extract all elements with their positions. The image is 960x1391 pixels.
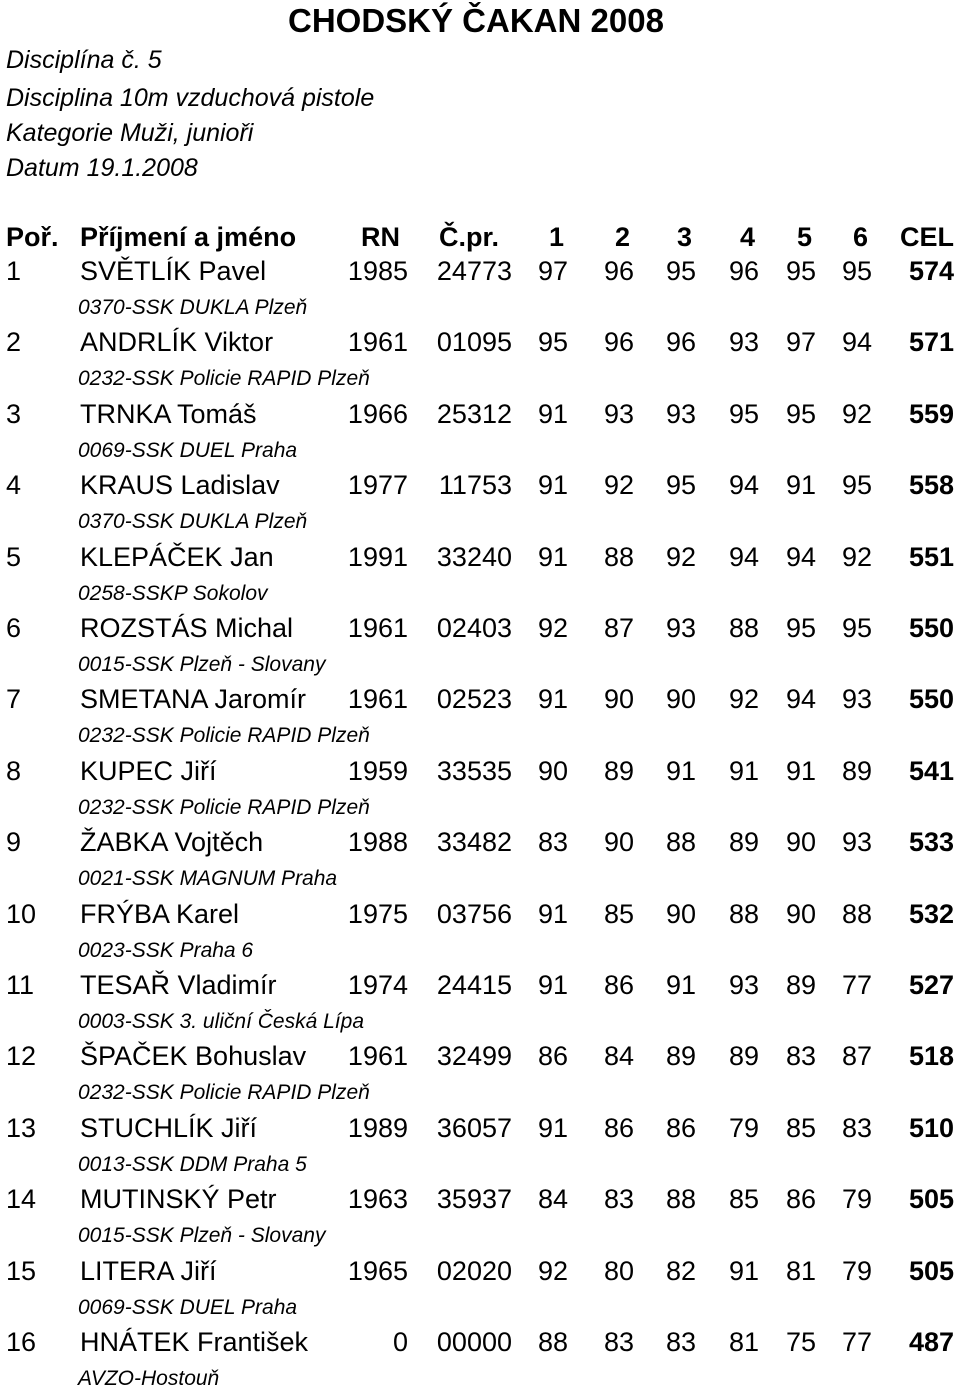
row-position: 6 <box>6 613 22 643</box>
row-total: 558 <box>908 470 954 500</box>
row-club: 0069-SSK DUEL Praha <box>78 439 298 462</box>
row-series-6: 77 <box>841 970 872 1000</box>
row-name: ROZSTÁS Michal <box>80 613 294 643</box>
row-total: 574 <box>908 256 954 286</box>
row-series-5: 90 <box>785 827 816 857</box>
row-total: 527 <box>908 970 954 1000</box>
row-series-4: 93 <box>728 327 759 357</box>
row-series-1: 92 <box>537 1256 568 1286</box>
row-license-no: 25312 <box>436 399 512 429</box>
row-series-6: 83 <box>841 1113 872 1143</box>
header-total: CEL <box>900 222 954 252</box>
row-series-4: 93 <box>728 970 759 1000</box>
row-series-3: 88 <box>665 827 696 857</box>
row-series-5: 95 <box>785 256 816 286</box>
row-position: 16 <box>6 1327 37 1357</box>
row-series-4: 81 <box>728 1327 759 1357</box>
row-series-5: 95 <box>785 399 816 429</box>
row-series-6: 79 <box>841 1256 872 1286</box>
row-birth-year: 1961 <box>347 684 408 714</box>
header-pos: Poř. <box>6 222 59 252</box>
row-series-5: 97 <box>785 327 816 357</box>
row-license-no: 35937 <box>436 1184 512 1214</box>
row-series-5: 86 <box>785 1184 816 1214</box>
row-license-no: 33482 <box>436 827 512 857</box>
row-series-1: 97 <box>537 256 568 286</box>
row-series-5: 83 <box>785 1041 816 1071</box>
row-name: SVĚTLÍK Pavel <box>80 256 267 286</box>
row-name: FRÝBA Karel <box>80 899 240 929</box>
row-series-3: 82 <box>665 1256 696 1286</box>
row-series-3: 93 <box>665 613 696 643</box>
row-series-3: 83 <box>665 1327 696 1357</box>
row-series-4: 88 <box>728 613 759 643</box>
row-name: SMETANA Jaromír <box>80 684 307 714</box>
row-series-6: 94 <box>841 327 872 357</box>
row-position: 14 <box>6 1184 37 1214</box>
row-series-4: 92 <box>728 684 759 714</box>
row-series-1: 90 <box>537 756 568 786</box>
row-series-3: 91 <box>665 756 696 786</box>
row-club: 0003-SSK 3. uliční Česká Lípa <box>78 1010 365 1033</box>
row-series-4: 89 <box>728 1041 759 1071</box>
row-club: 0258-SSKP Sokolov <box>78 582 268 605</box>
row-total: 559 <box>908 399 954 429</box>
row-position: 8 <box>6 756 22 786</box>
row-series-3: 95 <box>665 256 696 286</box>
row-club: 0370-SSK DUKLA Plzeň <box>78 296 308 319</box>
row-series-4: 94 <box>728 470 759 500</box>
row-position: 5 <box>6 542 22 572</box>
row-series-3: 96 <box>665 327 696 357</box>
row-birth-year: 1961 <box>347 1041 408 1071</box>
meta-discipline-no: Disciplína č. 5 <box>6 46 162 74</box>
row-series-6: 93 <box>841 684 872 714</box>
row-license-no: 24773 <box>436 256 512 286</box>
row-total: 510 <box>908 1113 954 1143</box>
row-position: 1 <box>6 256 22 286</box>
row-series-4: 94 <box>728 542 759 572</box>
row-birth-year: 1974 <box>347 970 408 1000</box>
row-license-no: 02523 <box>436 684 512 714</box>
row-club: 0015-SSK Plzeň - Slovany <box>78 653 326 676</box>
row-club: 0232-SSK Policie RAPID Plzeň <box>78 1081 370 1104</box>
row-series-3: 88 <box>665 1184 696 1214</box>
row-name: ŽABKA Vojtěch <box>80 827 264 857</box>
row-series-4: 95 <box>728 399 759 429</box>
row-club: 0370-SSK DUKLA Plzeň <box>78 510 308 533</box>
row-license-no: 01095 <box>436 327 512 357</box>
row-club: 0232-SSK Policie RAPID Plzeň <box>78 796 370 819</box>
row-series-2: 83 <box>603 1327 634 1357</box>
row-position: 13 <box>6 1113 37 1143</box>
row-birth-year: 0 <box>392 1327 408 1357</box>
row-series-3: 93 <box>665 399 696 429</box>
row-license-no: 02403 <box>436 613 512 643</box>
row-series-6: 95 <box>841 470 872 500</box>
header-series-1: 1 <box>548 222 564 252</box>
header-rn: RN <box>361 222 400 252</box>
row-birth-year: 1988 <box>347 827 408 857</box>
row-series-2: 93 <box>603 399 634 429</box>
row-series-6: 79 <box>841 1184 872 1214</box>
row-club: AVZO-Hostouň <box>78 1367 220 1390</box>
row-series-5: 81 <box>785 1256 816 1286</box>
row-birth-year: 1985 <box>347 256 408 286</box>
row-position: 3 <box>6 399 22 429</box>
row-name: TRNKA Tomáš <box>80 399 257 429</box>
row-club: 0232-SSK Policie RAPID Plzeň <box>78 724 370 747</box>
row-license-no: 02020 <box>436 1256 512 1286</box>
row-name: ANDRLÍK Viktor <box>80 327 274 357</box>
row-series-2: 89 <box>603 756 634 786</box>
row-name: TESAŘ Vladimír <box>80 970 277 1000</box>
row-total: 571 <box>908 327 954 357</box>
row-series-6: 93 <box>841 827 872 857</box>
row-series-2: 87 <box>603 613 634 643</box>
row-license-no: 11753 <box>438 470 512 500</box>
row-series-4: 96 <box>728 256 759 286</box>
row-license-no: 33535 <box>436 756 512 786</box>
row-series-2: 90 <box>603 684 634 714</box>
row-series-1: 91 <box>537 970 568 1000</box>
meta-discipline: Disciplina 10m vzduchová pistole <box>6 84 375 112</box>
row-series-3: 90 <box>665 899 696 929</box>
row-series-2: 83 <box>603 1184 634 1214</box>
row-series-3: 90 <box>665 684 696 714</box>
row-series-5: 75 <box>785 1327 816 1357</box>
row-birth-year: 1989 <box>347 1113 408 1143</box>
row-series-4: 79 <box>728 1113 759 1143</box>
meta-category: Kategorie Muži, junioři <box>6 119 254 147</box>
row-club: 0232-SSK Policie RAPID Plzeň <box>78 367 370 390</box>
row-total: 541 <box>908 756 954 786</box>
header-name: Příjmení a jméno <box>80 222 297 252</box>
row-name: KRAUS Ladislav <box>80 470 280 500</box>
row-series-6: 89 <box>841 756 872 786</box>
row-series-1: 91 <box>537 684 568 714</box>
row-name: LITERA Jiří <box>80 1256 217 1286</box>
row-series-1: 91 <box>537 899 568 929</box>
row-birth-year: 1965 <box>347 1256 408 1286</box>
row-series-6: 87 <box>841 1041 872 1071</box>
row-position: 12 <box>6 1041 37 1071</box>
row-series-4: 91 <box>728 756 759 786</box>
row-series-5: 90 <box>785 899 816 929</box>
header-series-2: 2 <box>614 222 630 252</box>
page-title: CHODSKÝ ČAKAN 2008 <box>288 2 664 39</box>
row-series-1: 95 <box>537 327 568 357</box>
row-license-no: 03756 <box>436 899 512 929</box>
row-birth-year: 1991 <box>347 542 408 572</box>
row-series-5: 85 <box>785 1113 816 1143</box>
header-series-4: 4 <box>739 222 755 252</box>
row-birth-year: 1961 <box>347 613 408 643</box>
row-series-1: 92 <box>537 613 568 643</box>
row-position: 15 <box>6 1256 37 1286</box>
row-total: 505 <box>908 1256 954 1286</box>
row-birth-year: 1975 <box>347 899 408 929</box>
header-series-6: 6 <box>852 222 868 252</box>
row-position: 2 <box>6 327 22 357</box>
row-series-3: 91 <box>665 970 696 1000</box>
row-series-2: 86 <box>603 970 634 1000</box>
row-total: 550 <box>908 684 954 714</box>
row-series-2: 85 <box>603 899 634 929</box>
row-name: MUTINSKÝ Petr <box>80 1184 277 1214</box>
row-position: 4 <box>6 470 22 500</box>
row-series-1: 91 <box>537 542 568 572</box>
row-license-no: 24415 <box>436 970 512 1000</box>
row-series-3: 86 <box>665 1113 696 1143</box>
row-series-1: 88 <box>537 1327 568 1357</box>
row-total: 550 <box>908 613 954 643</box>
row-series-1: 86 <box>537 1041 568 1071</box>
row-position: 7 <box>6 684 22 714</box>
row-club: 0069-SSK DUEL Praha <box>78 1296 298 1319</box>
row-series-2: 88 <box>603 542 634 572</box>
row-series-6: 88 <box>841 899 872 929</box>
row-license-no: 32499 <box>436 1041 512 1071</box>
row-series-3: 92 <box>665 542 696 572</box>
row-series-3: 95 <box>665 470 696 500</box>
row-total: 518 <box>908 1041 954 1071</box>
row-series-2: 90 <box>603 827 634 857</box>
row-license-no: 00000 <box>436 1327 512 1357</box>
row-series-6: 92 <box>841 399 872 429</box>
row-total: 533 <box>908 827 954 857</box>
row-name: KUPEC Jiří <box>80 756 217 786</box>
row-series-2: 84 <box>603 1041 634 1071</box>
row-position: 9 <box>6 827 22 857</box>
row-series-6: 77 <box>841 1327 872 1357</box>
row-series-4: 89 <box>728 827 759 857</box>
row-birth-year: 1977 <box>347 470 408 500</box>
row-name: HNÁTEK František <box>80 1327 309 1357</box>
row-position: 10 <box>6 899 37 929</box>
row-series-5: 94 <box>785 684 816 714</box>
header-cpr: Č.pr. <box>439 222 500 252</box>
row-series-2: 86 <box>603 1113 634 1143</box>
row-birth-year: 1959 <box>347 756 408 786</box>
header-series-5: 5 <box>796 222 812 252</box>
row-total: 551 <box>908 542 954 572</box>
row-series-4: 91 <box>728 1256 759 1286</box>
row-club: 0021-SSK MAGNUM Praha <box>78 867 338 890</box>
row-series-3: 89 <box>665 1041 696 1071</box>
row-series-4: 85 <box>728 1184 759 1214</box>
row-series-6: 92 <box>841 542 872 572</box>
row-series-5: 91 <box>785 756 816 786</box>
row-series-1: 91 <box>537 399 568 429</box>
row-total: 505 <box>908 1184 954 1214</box>
row-series-1: 91 <box>537 470 568 500</box>
header-series-3: 3 <box>676 222 692 252</box>
row-series-2: 92 <box>603 470 634 500</box>
row-series-1: 83 <box>537 827 568 857</box>
row-club: 0013-SSK DDM Praha 5 <box>78 1153 307 1176</box>
meta-date: Datum 19.1.2008 <box>6 154 198 182</box>
row-birth-year: 1966 <box>347 399 408 429</box>
row-series-2: 80 <box>603 1256 634 1286</box>
row-club: 0015-SSK Plzeň - Slovany <box>78 1224 326 1247</box>
row-series-2: 96 <box>603 327 634 357</box>
row-series-1: 91 <box>537 1113 568 1143</box>
row-series-6: 95 <box>841 613 872 643</box>
row-series-1: 84 <box>537 1184 568 1214</box>
row-total: 487 <box>908 1327 954 1357</box>
row-birth-year: 1961 <box>347 327 408 357</box>
row-club: 0023-SSK Praha 6 <box>78 939 254 962</box>
row-series-6: 95 <box>841 256 872 286</box>
row-name: KLEPÁČEK Jan <box>80 542 274 572</box>
row-position: 11 <box>6 970 35 1000</box>
row-series-2: 96 <box>603 256 634 286</box>
row-series-5: 95 <box>785 613 816 643</box>
row-name: STUCHLÍK Jiří <box>80 1113 258 1143</box>
row-total: 532 <box>908 899 954 929</box>
row-series-4: 88 <box>728 899 759 929</box>
row-birth-year: 1963 <box>347 1184 408 1214</box>
row-license-no: 33240 <box>436 542 512 572</box>
row-series-5: 89 <box>785 970 816 1000</box>
row-name: ŠPAČEK Bohuslav <box>80 1041 307 1071</box>
row-series-5: 91 <box>785 470 816 500</box>
row-license-no: 36057 <box>436 1113 512 1143</box>
row-series-5: 94 <box>785 542 816 572</box>
